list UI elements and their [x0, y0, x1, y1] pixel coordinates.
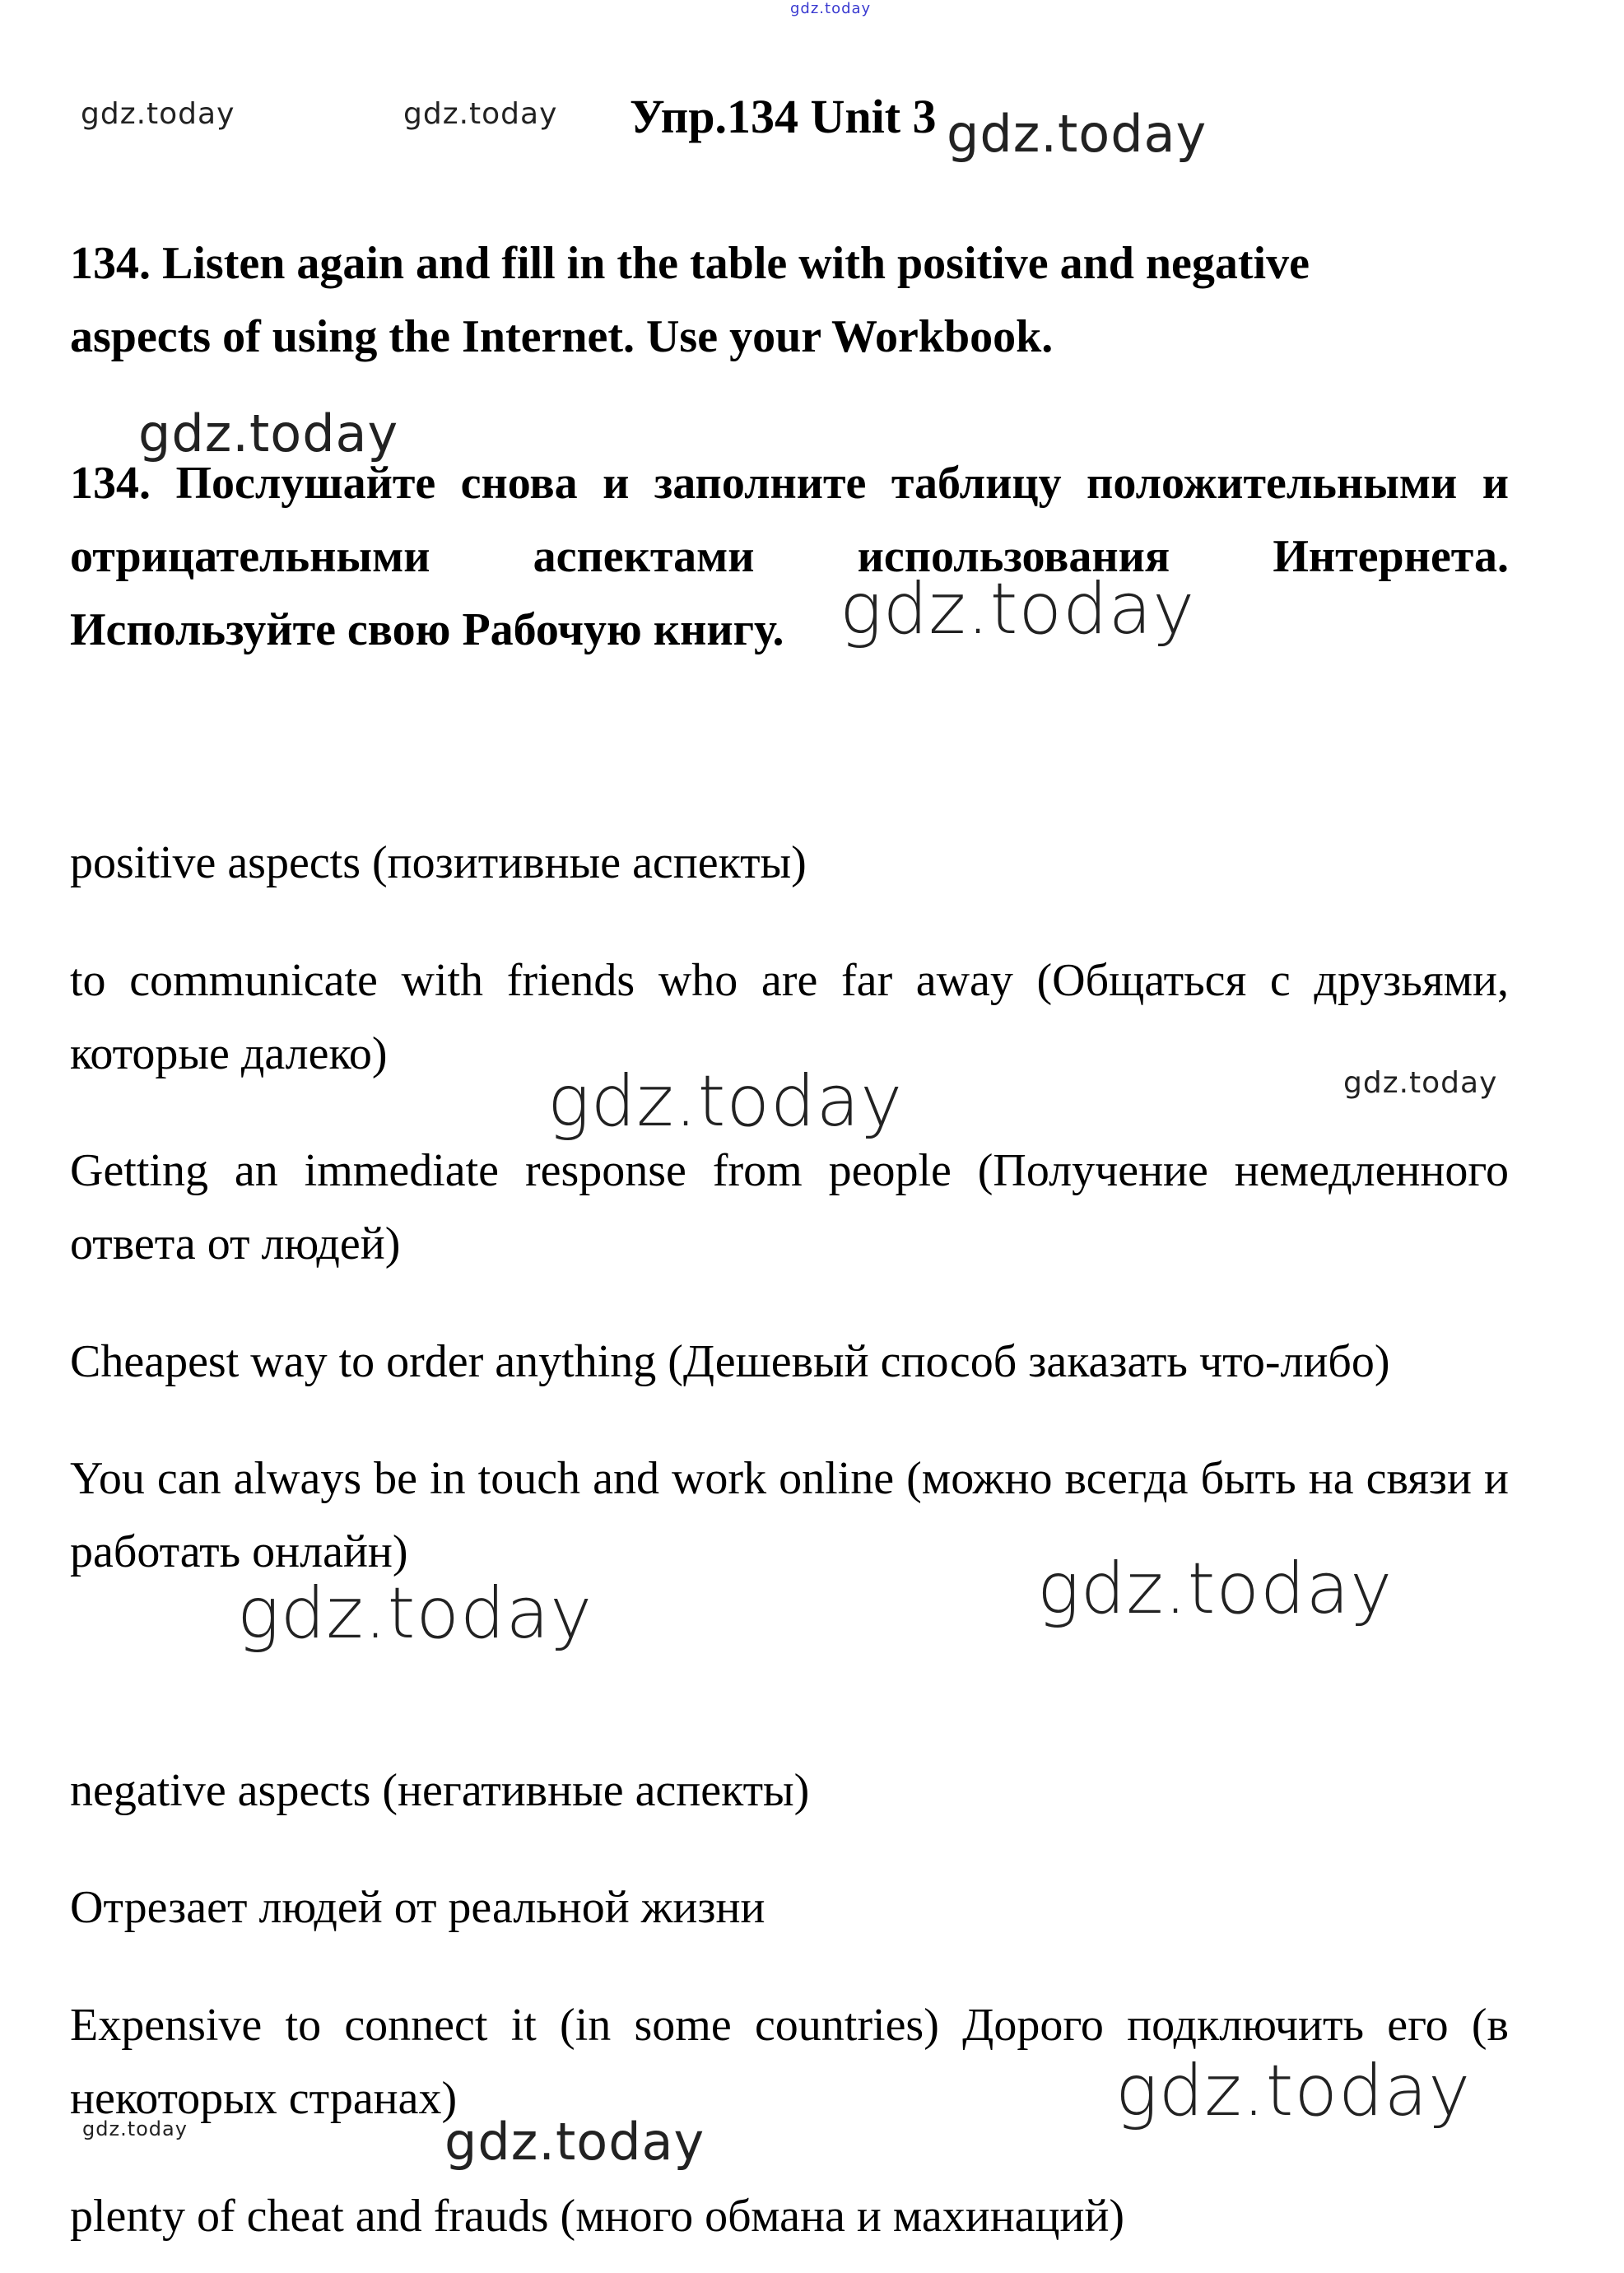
watermark: gdz.today — [403, 97, 558, 131]
positive-item: Getting an immediate response from people (Получение немедленного ответа от людей) — [70, 1145, 1509, 1269]
positive-item: Cheapest way to order anything (Дешевый способ заказать что-либо) — [70, 1336, 1390, 1387]
task-english: 134. Listen again and fill in the table with positive and negative aspects of using the Internet. Use your Workbook. — [70, 238, 1310, 362]
watermark: gdz.today — [237, 1572, 593, 1655]
task-russian: 134. Послушайте снова и заполните таблицу положительными и отрицательными аспектами использования Интернета. Используйте свою Рабочую книгу. — [70, 458, 1509, 655]
watermark: gdz.today — [790, 0, 872, 17]
watermark: gdz.today — [840, 568, 1196, 650]
watermark: gdz.today — [138, 403, 399, 463]
watermark: gdz.today — [1343, 1066, 1498, 1100]
positive-item: to communicate with friends who are far away (Общаться с друзьями, которые далеко) — [70, 955, 1509, 1079]
watermark: gdz.today — [1037, 1548, 1394, 1630]
watermark: gdz.today — [1115, 2050, 1472, 2132]
watermark: gdz.today — [82, 2117, 188, 2140]
negative-item: Отрезает людей от реальной жизни — [70, 1882, 765, 1933]
watermark: gdz.today — [444, 2112, 705, 2172]
positive-heading: positive aspects (позитивные аспекты) — [70, 837, 807, 888]
watermark: gdz.today — [547, 1060, 904, 1143]
page-title: Упр.134 Unit 3 — [630, 90, 937, 143]
watermark: gdz.today — [947, 104, 1208, 164]
negative-item: Expensive to connect it (in some countries) Дорого подключить его (в некоторых странах) — [70, 2000, 1509, 2124]
watermark: gdz.today — [81, 97, 235, 131]
negative-heading: negative aspects (негативные аспекты) — [70, 1765, 810, 1816]
negative-item: plenty of cheat and frauds (много обмана и махинаций) — [70, 2191, 1125, 2242]
positive-item: You can always be in touch and work online (можно всегда быть на связи и работать онлайн) — [70, 1453, 1509, 1577]
